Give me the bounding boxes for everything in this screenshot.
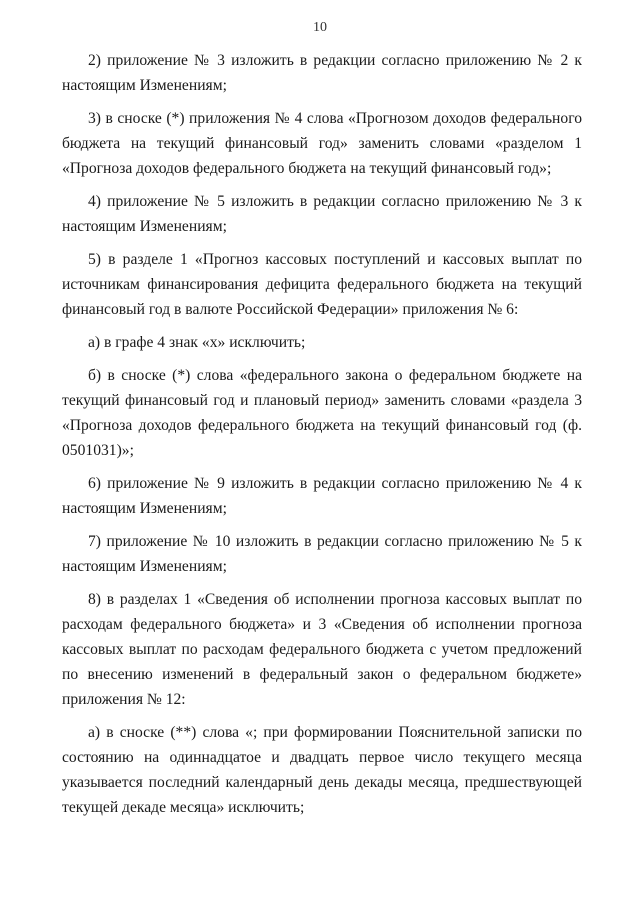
paragraph-item-4: 4) приложение № 5 изложить в редакции согласно приложению № 3 к настоящим Изменениям; — [62, 193, 582, 235]
document-body — [62, 48, 582, 828]
paragraph-item-3: 3) в сноске (*) приложения № 4 слова «Прогнозом доходов федерального бюджета на текущий финансовый год» заменить словами «разделом 1 «Прогноза доходов федерального бюджета на текущий финансовый год»; — [62, 110, 582, 177]
paragraph-subitem-5a: а) в графе 4 знак «х» исключить; — [88, 334, 306, 351]
paragraph-subitem-5b: б) в сноске (*) слова «федерального закона о федеральном бюджете на текущий финансовый год и плановый период» заменить словами «раздела 3 «Прогноза доходов федерального бюджета на текущий финансовый год (ф. 0501031)»; — [62, 367, 582, 459]
paragraph-item-7: 7) приложение № 10 изложить в редакции согласно приложению № 5 к настоящим Изменениям; — [62, 533, 582, 575]
paragraph-item-2: 2) приложение № 3 изложить в редакции согласно приложению № 2 к настоящим Изменениям; — [62, 52, 582, 94]
paragraph-subitem-8a: а) в сноске (**) слова «; при формировании Пояснительной записки по состоянию на одиннадцатое и двадцать первое число текущего месяца указывается последний календарный день декады месяца, предшествующей текущей декаде месяца» исключить; — [62, 724, 582, 816]
paragraph-item-6: 6) приложение № 9 изложить в редакции согласно приложению № 4 к настоящим Изменениям; — [62, 475, 582, 517]
paragraph-item-8: 8) в разделах 1 «Сведения об исполнении прогноза кассовых выплат по расходам федерального бюджета» и 3 «Сведения об исполнении прогноза кассовых выплат по расходам федерального бюджета с учетом предложений по внесению изменений в федеральный закон о федеральном бюджете» приложения № 12: — [62, 591, 582, 708]
paragraph-item-5: 5) в разделе 1 «Прогноз кассовых поступлений и кассовых выплат по источникам финансирования дефицита федерального бюджета на текущий финансовый год в валюте Российской Федерации» приложения № 6: — [62, 251, 582, 318]
page-number: 10 — [313, 20, 327, 35]
